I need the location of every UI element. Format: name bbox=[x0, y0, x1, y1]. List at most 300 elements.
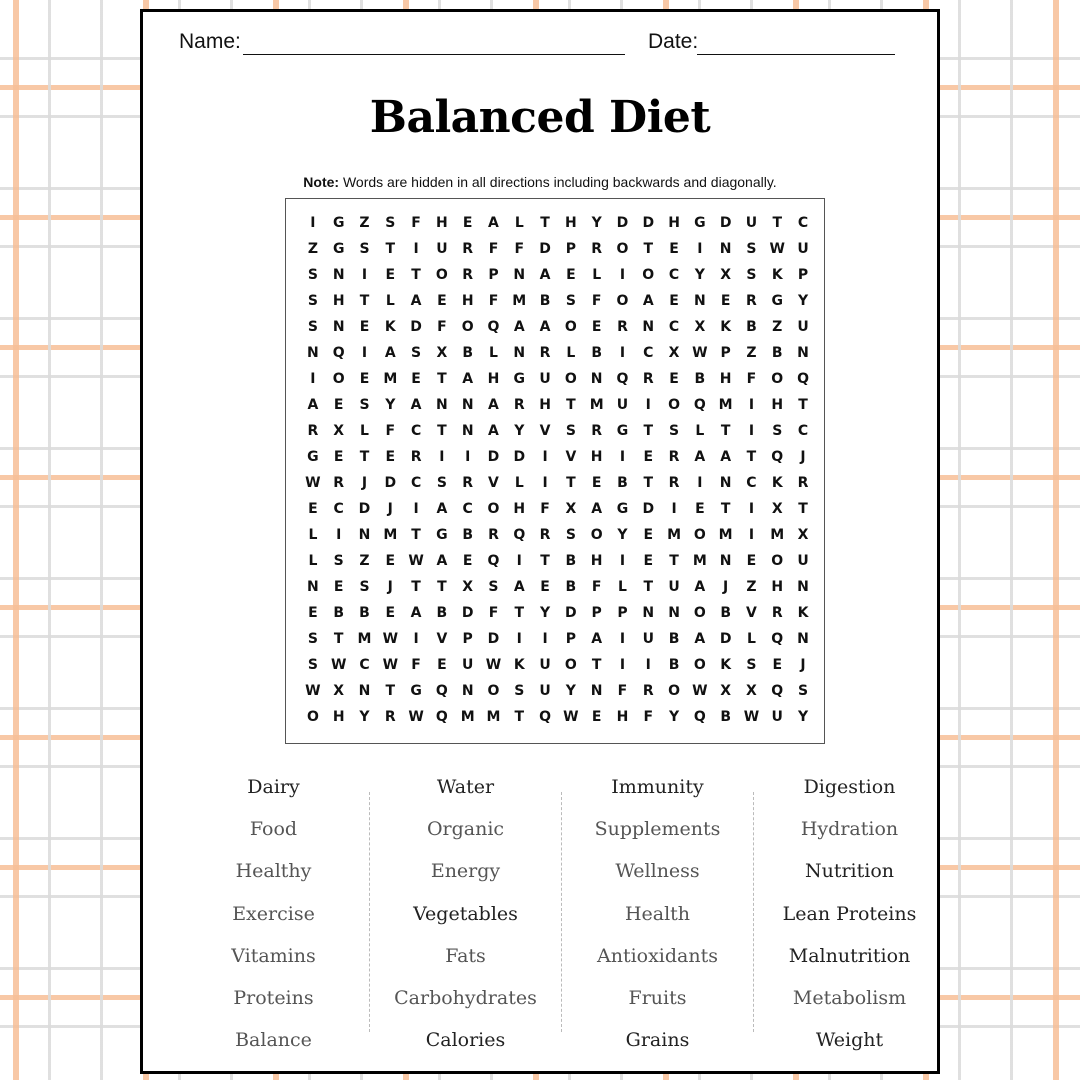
grid-letter[interactable]: U bbox=[771, 709, 783, 725]
grid-letter[interactable]: B bbox=[771, 345, 783, 361]
grid-letter[interactable]: N bbox=[513, 267, 526, 283]
grid-letter[interactable]: T bbox=[437, 371, 447, 387]
grid-letter[interactable]: T bbox=[591, 657, 602, 673]
grid-letter[interactable]: A bbox=[694, 449, 706, 465]
grid-letter[interactable]: I bbox=[645, 657, 651, 673]
grid-letter[interactable]: Y bbox=[514, 423, 525, 439]
grid-letter[interactable]: H bbox=[590, 553, 603, 569]
grid-letter[interactable]: U bbox=[539, 371, 551, 387]
grid-letter[interactable]: R bbox=[307, 423, 319, 439]
grid-letter[interactable]: Y bbox=[797, 709, 809, 725]
grid-letter[interactable]: N bbox=[642, 605, 655, 621]
grid-letter[interactable]: U bbox=[616, 397, 629, 413]
grid-letter[interactable]: F bbox=[617, 683, 628, 699]
grid-letter[interactable]: N bbox=[461, 423, 474, 439]
grid-letter[interactable]: E bbox=[772, 657, 783, 673]
grid-letter[interactable]: L bbox=[385, 293, 395, 309]
grid-letter[interactable]: A bbox=[488, 423, 499, 439]
grid-letter[interactable]: B bbox=[668, 657, 680, 673]
grid-letter[interactable]: D bbox=[487, 631, 500, 647]
grid-letter[interactable]: I bbox=[619, 657, 626, 673]
grid-letter[interactable]: U bbox=[745, 215, 758, 231]
grid-letter[interactable]: I bbox=[516, 553, 522, 569]
grid-letter[interactable]: D bbox=[513, 449, 526, 465]
grid-letter[interactable]: U bbox=[436, 241, 448, 257]
grid-letter[interactable]: B bbox=[565, 579, 577, 595]
grid-letter[interactable]: T bbox=[643, 423, 654, 439]
grid-letter[interactable]: P bbox=[797, 267, 809, 283]
grid-letter[interactable]: S bbox=[307, 267, 318, 283]
grid-letter[interactable]: I bbox=[748, 423, 755, 439]
grid-letter[interactable]: Y bbox=[385, 397, 396, 413]
grid-letter[interactable]: E bbox=[308, 501, 318, 517]
grid-letter[interactable]: P bbox=[565, 631, 576, 647]
grid-letter[interactable]: I bbox=[619, 553, 626, 569]
grid-letter[interactable]: Z bbox=[772, 319, 783, 335]
grid-letter[interactable]: B bbox=[694, 371, 706, 387]
grid-letter[interactable]: V bbox=[539, 423, 551, 439]
grid-letter[interactable]: L bbox=[360, 423, 369, 439]
grid-letter[interactable]: V bbox=[565, 449, 577, 465]
grid-letter[interactable]: H bbox=[771, 579, 784, 595]
grid-letter[interactable]: L bbox=[489, 345, 498, 361]
name-field-line[interactable] bbox=[243, 54, 625, 55]
grid-letter[interactable]: M bbox=[512, 293, 527, 309]
grid-letter[interactable]: C bbox=[668, 319, 680, 335]
grid-letter[interactable]: G bbox=[332, 241, 345, 257]
grid-letter[interactable]: A bbox=[694, 579, 706, 595]
grid-letter[interactable]: E bbox=[437, 293, 447, 309]
grid-letter[interactable]: I bbox=[748, 397, 755, 413]
grid-letter[interactable]: U bbox=[797, 319, 809, 335]
grid-letter[interactable]: A bbox=[642, 293, 654, 309]
grid-letter[interactable]: E bbox=[643, 449, 654, 465]
grid-letter[interactable]: Z bbox=[359, 553, 370, 569]
grid-letter[interactable]: I bbox=[619, 345, 626, 361]
grid-letter[interactable]: T bbox=[540, 215, 550, 231]
grid-letter[interactable]: L bbox=[514, 475, 524, 491]
grid-letter[interactable]: Q bbox=[435, 709, 448, 725]
grid-letter[interactable]: G bbox=[307, 449, 319, 465]
grid-letter[interactable]: D bbox=[384, 475, 397, 491]
grid-letter[interactable]: Y bbox=[591, 215, 602, 231]
grid-letter[interactable]: E bbox=[462, 215, 473, 231]
grid-letter[interactable]: A bbox=[410, 293, 422, 309]
grid-letter[interactable]: B bbox=[333, 605, 345, 621]
grid-letter[interactable]: R bbox=[771, 605, 783, 621]
grid-letter[interactable]: U bbox=[539, 657, 551, 673]
grid-letter[interactable]: I bbox=[439, 449, 445, 465]
grid-letter[interactable]: I bbox=[310, 371, 316, 387]
grid-letter[interactable]: H bbox=[332, 709, 345, 725]
grid-letter[interactable]: D bbox=[410, 319, 422, 335]
grid-letter[interactable]: A bbox=[720, 449, 732, 465]
grid-letter[interactable]: A bbox=[513, 579, 525, 595]
grid-letter[interactable]: T bbox=[772, 215, 783, 231]
grid-letter[interactable]: G bbox=[332, 215, 345, 231]
grid-letter[interactable]: A bbox=[384, 345, 396, 361]
grid-letter[interactable]: W bbox=[692, 683, 708, 699]
grid-letter[interactable]: F bbox=[746, 371, 757, 387]
grid-letter[interactable]: O bbox=[564, 371, 577, 387]
grid-letter[interactable]: X bbox=[668, 345, 680, 361]
grid-letter[interactable]: G bbox=[616, 423, 629, 439]
grid-letter[interactable]: Z bbox=[746, 345, 757, 361]
grid-letter[interactable]: M bbox=[357, 631, 372, 647]
grid-letter[interactable]: Y bbox=[540, 605, 551, 621]
grid-letter[interactable]: J bbox=[800, 657, 806, 673]
grid-letter[interactable]: Q bbox=[487, 319, 500, 335]
grid-letter[interactable]: X bbox=[462, 579, 474, 595]
grid-letter[interactable]: W bbox=[382, 631, 399, 647]
grid-letter[interactable]: F bbox=[437, 319, 447, 335]
grid-letter[interactable]: D bbox=[487, 449, 500, 465]
grid-letter[interactable]: E bbox=[643, 553, 654, 569]
grid-letter[interactable]: N bbox=[358, 683, 371, 699]
grid-letter[interactable]: E bbox=[333, 449, 344, 465]
grid-letter[interactable]: E bbox=[591, 709, 602, 725]
grid-letter[interactable]: K bbox=[720, 319, 732, 335]
grid-letter[interactable]: R bbox=[384, 709, 396, 725]
grid-letter[interactable]: N bbox=[693, 293, 706, 309]
grid-letter[interactable]: F bbox=[488, 241, 499, 257]
grid-letter[interactable]: R bbox=[333, 475, 345, 491]
grid-letter[interactable]: W bbox=[563, 709, 579, 725]
grid-letter[interactable]: F bbox=[643, 709, 654, 725]
grid-letter[interactable]: E bbox=[591, 475, 602, 491]
grid-letter[interactable]: Q bbox=[771, 631, 784, 647]
grid-letter[interactable]: E bbox=[385, 267, 396, 283]
grid-letter[interactable]: B bbox=[436, 605, 448, 621]
grid-letter[interactable]: T bbox=[411, 579, 421, 595]
grid-letter[interactable]: S bbox=[565, 527, 576, 543]
grid-letter[interactable]: E bbox=[359, 319, 370, 335]
grid-letter[interactable]: I bbox=[542, 449, 548, 465]
grid-letter[interactable]: S bbox=[307, 293, 318, 309]
grid-letter[interactable]: H bbox=[461, 293, 474, 309]
grid-letter[interactable]: C bbox=[797, 423, 809, 439]
grid-letter[interactable]: E bbox=[437, 657, 447, 673]
grid-letter[interactable]: B bbox=[539, 293, 551, 309]
grid-letter[interactable]: A bbox=[591, 631, 603, 647]
grid-letter[interactable]: B bbox=[591, 345, 602, 361]
grid-letter[interactable]: I bbox=[748, 501, 755, 517]
grid-letter[interactable]: H bbox=[487, 371, 500, 387]
grid-letter[interactable]: A bbox=[513, 319, 525, 335]
grid-letter[interactable]: M bbox=[383, 527, 398, 543]
grid-letter[interactable]: R bbox=[539, 527, 551, 543]
grid-letter[interactable]: Q bbox=[616, 371, 629, 387]
grid-letter[interactable]: O bbox=[435, 267, 448, 283]
grid-letter[interactable]: E bbox=[643, 527, 654, 543]
grid-letter[interactable]: E bbox=[385, 605, 396, 621]
grid-letter[interactable]: O bbox=[564, 657, 577, 673]
grid-letter[interactable]: N bbox=[461, 683, 474, 699]
grid-letter[interactable]: N bbox=[719, 553, 732, 569]
grid-letter[interactable]: O bbox=[487, 501, 500, 517]
grid-letter[interactable]: R bbox=[513, 397, 525, 413]
grid-letter[interactable]: L bbox=[308, 527, 318, 543]
grid-letter[interactable]: S bbox=[746, 657, 757, 673]
grid-letter[interactable]: O bbox=[590, 527, 603, 543]
grid-letter[interactable]: T bbox=[514, 605, 525, 621]
grid-letter[interactable]: U bbox=[539, 683, 551, 699]
grid-letter[interactable]: Q bbox=[332, 345, 345, 361]
grid-letter[interactable]: X bbox=[720, 267, 732, 283]
grid-letter[interactable]: Q bbox=[797, 371, 809, 387]
grid-letter[interactable]: O bbox=[693, 527, 706, 543]
grid-letter[interactable]: J bbox=[800, 449, 806, 465]
grid-letter[interactable]: N bbox=[513, 345, 526, 361]
grid-letter[interactable]: T bbox=[720, 423, 731, 439]
grid-letter[interactable]: X bbox=[565, 501, 577, 517]
grid-letter[interactable]: D bbox=[642, 501, 655, 517]
grid-letter[interactable]: K bbox=[720, 657, 732, 673]
grid-letter[interactable]: I bbox=[542, 475, 548, 491]
grid-letter[interactable]: W bbox=[769, 241, 785, 257]
grid-letter[interactable]: P bbox=[591, 605, 602, 621]
grid-letter[interactable]: Y bbox=[797, 293, 809, 309]
grid-letter[interactable]: T bbox=[643, 241, 654, 257]
grid-letter[interactable]: N bbox=[590, 371, 603, 387]
grid-letter[interactable]: W bbox=[743, 709, 760, 725]
grid-letter[interactable]: N bbox=[590, 683, 603, 699]
grid-letter[interactable]: T bbox=[669, 553, 679, 569]
grid-letter[interactable]: S bbox=[359, 579, 370, 595]
grid-letter[interactable]: R bbox=[617, 319, 628, 335]
grid-letter[interactable]: I bbox=[619, 449, 626, 465]
grid-letter[interactable]: L bbox=[566, 345, 576, 361]
grid-letter[interactable]: D bbox=[719, 631, 732, 647]
grid-letter[interactable]: P bbox=[462, 631, 473, 647]
grid-letter[interactable]: X bbox=[333, 683, 345, 699]
grid-letter[interactable]: S bbox=[565, 423, 576, 439]
grid-letter[interactable]: Q bbox=[771, 449, 784, 465]
grid-letter[interactable]: L bbox=[308, 553, 318, 569]
grid-letter[interactable]: D bbox=[642, 215, 655, 231]
grid-letter[interactable]: F bbox=[411, 215, 421, 231]
grid-letter[interactable]: A bbox=[410, 397, 422, 413]
grid-letter[interactable]: T bbox=[385, 683, 396, 699]
grid-letter[interactable]: M bbox=[486, 709, 501, 725]
grid-letter[interactable]: X bbox=[694, 319, 706, 335]
grid-letter[interactable]: C bbox=[462, 501, 473, 517]
grid-letter[interactable]: H bbox=[513, 501, 526, 517]
grid-letter[interactable]: H bbox=[719, 371, 732, 387]
grid-letter[interactable]: S bbox=[307, 657, 318, 673]
grid-letter[interactable]: T bbox=[798, 501, 808, 517]
grid-letter[interactable]: N bbox=[358, 527, 371, 543]
grid-letter[interactable]: N bbox=[719, 241, 732, 257]
grid-letter[interactable]: E bbox=[540, 579, 550, 595]
grid-letter[interactable]: Q bbox=[539, 709, 552, 725]
grid-letter[interactable]: L bbox=[592, 267, 602, 283]
grid-letter[interactable]: H bbox=[436, 215, 448, 231]
grid-letter[interactable]: T bbox=[437, 423, 447, 439]
grid-letter[interactable]: R bbox=[668, 475, 680, 491]
grid-letter[interactable]: S bbox=[797, 683, 809, 699]
grid-letter[interactable]: E bbox=[462, 553, 473, 569]
grid-letter[interactable]: Y bbox=[565, 683, 576, 699]
grid-letter[interactable]: V bbox=[746, 605, 757, 621]
grid-letter[interactable]: E bbox=[385, 553, 396, 569]
grid-letter[interactable]: O bbox=[668, 397, 680, 413]
grid-letter[interactable]: E bbox=[385, 449, 396, 465]
grid-letter[interactable]: I bbox=[413, 241, 419, 257]
grid-letter[interactable]: F bbox=[514, 241, 525, 257]
grid-letter[interactable]: A bbox=[410, 605, 422, 621]
grid-letter[interactable]: N bbox=[719, 475, 732, 491]
grid-letter[interactable]: M bbox=[667, 527, 682, 543]
grid-letter[interactable]: M bbox=[718, 527, 733, 543]
grid-letter[interactable]: B bbox=[746, 319, 757, 335]
grid-letter[interactable]: H bbox=[332, 293, 345, 309]
grid-letter[interactable]: N bbox=[332, 267, 345, 283]
grid-letter[interactable]: O bbox=[564, 319, 577, 335]
grid-letter[interactable]: I bbox=[619, 267, 626, 283]
grid-letter[interactable]: N bbox=[307, 579, 319, 595]
grid-letter[interactable]: A bbox=[488, 215, 499, 231]
grid-letter[interactable]: S bbox=[333, 553, 344, 569]
grid-letter[interactable]: M bbox=[692, 553, 707, 569]
grid-letter[interactable]: K bbox=[771, 475, 783, 491]
grid-letter[interactable]: W bbox=[692, 345, 708, 361]
grid-letter[interactable]: T bbox=[540, 553, 550, 569]
grid-letter[interactable]: Q bbox=[487, 553, 500, 569]
grid-letter[interactable]: A bbox=[539, 267, 551, 283]
grid-letter[interactable]: T bbox=[643, 579, 654, 595]
grid-letter[interactable]: S bbox=[746, 241, 757, 257]
grid-letter[interactable]: I bbox=[748, 527, 755, 543]
grid-letter[interactable]: O bbox=[616, 241, 629, 257]
grid-letter[interactable]: I bbox=[361, 345, 368, 361]
grid-letter[interactable]: Q bbox=[693, 709, 706, 725]
grid-letter[interactable]: B bbox=[565, 553, 577, 569]
grid-letter[interactable]: G bbox=[694, 215, 706, 231]
grid-letter[interactable]: J bbox=[723, 579, 729, 595]
grid-letter[interactable]: I bbox=[542, 631, 548, 647]
grid-letter[interactable]: R bbox=[462, 241, 474, 257]
grid-letter[interactable]: N bbox=[797, 631, 809, 647]
grid-letter[interactable]: C bbox=[410, 423, 422, 439]
grid-letter[interactable]: D bbox=[539, 241, 551, 257]
grid-letter[interactable]: T bbox=[333, 631, 344, 647]
grid-letter[interactable]: G bbox=[616, 501, 629, 517]
grid-letter[interactable]: T bbox=[359, 449, 370, 465]
grid-letter[interactable]: B bbox=[359, 605, 370, 621]
grid-letter[interactable]: S bbox=[772, 423, 783, 439]
grid-letter[interactable]: G bbox=[513, 371, 526, 387]
grid-letter[interactable]: S bbox=[488, 579, 499, 595]
grid-letter[interactable]: S bbox=[385, 215, 396, 231]
grid-letter[interactable]: T bbox=[643, 475, 654, 491]
grid-letter[interactable]: R bbox=[591, 241, 603, 257]
grid-letter[interactable]: W bbox=[408, 709, 424, 725]
grid-letter[interactable]: A bbox=[436, 553, 448, 569]
grid-letter[interactable]: P bbox=[617, 605, 628, 621]
grid-letter[interactable]: L bbox=[514, 215, 524, 231]
grid-letter[interactable]: I bbox=[413, 501, 419, 517]
grid-letter[interactable]: J bbox=[387, 501, 393, 517]
grid-letter[interactable]: R bbox=[462, 267, 474, 283]
grid-letter[interactable]: B bbox=[720, 709, 731, 725]
grid-letter[interactable]: E bbox=[695, 501, 705, 517]
grid-letter[interactable]: I bbox=[619, 631, 626, 647]
grid-letter[interactable]: X bbox=[333, 423, 345, 439]
grid-letter[interactable]: W bbox=[408, 553, 424, 569]
grid-letter[interactable]: E bbox=[333, 579, 344, 595]
grid-letter[interactable]: A bbox=[694, 631, 706, 647]
grid-letter[interactable]: A bbox=[591, 501, 603, 517]
grid-letter[interactable]: S bbox=[307, 631, 318, 647]
grid-letter[interactable]: K bbox=[513, 657, 525, 673]
grid-letter[interactable]: S bbox=[359, 397, 370, 413]
grid-letter[interactable]: T bbox=[720, 501, 731, 517]
grid-letter[interactable]: C bbox=[643, 345, 654, 361]
grid-letter[interactable]: M bbox=[770, 527, 785, 543]
grid-letter[interactable]: N bbox=[642, 319, 655, 335]
grid-letter[interactable]: I bbox=[671, 501, 677, 517]
grid-letter[interactable]: R bbox=[462, 475, 474, 491]
grid-letter[interactable]: S bbox=[565, 293, 576, 309]
grid-letter[interactable]: T bbox=[798, 397, 808, 413]
grid-letter[interactable]: T bbox=[746, 449, 757, 465]
grid-letter[interactable]: V bbox=[488, 475, 499, 491]
grid-letter[interactable]: W bbox=[305, 475, 321, 491]
grid-letter[interactable]: O bbox=[616, 293, 629, 309]
grid-letter[interactable]: H bbox=[771, 397, 784, 413]
grid-letter[interactable]: B bbox=[462, 345, 474, 361]
grid-letter[interactable]: E bbox=[411, 371, 421, 387]
grid-letter[interactable]: D bbox=[461, 605, 474, 621]
grid-letter[interactable]: X bbox=[746, 683, 757, 699]
grid-letter[interactable]: P bbox=[488, 267, 499, 283]
grid-letter[interactable]: O bbox=[642, 267, 655, 283]
grid-letter[interactable]: M bbox=[460, 709, 475, 725]
grid-letter[interactable]: J bbox=[361, 475, 368, 491]
grid-letter[interactable]: A bbox=[488, 397, 499, 413]
grid-letter[interactable]: C bbox=[746, 475, 757, 491]
grid-letter[interactable]: I bbox=[465, 449, 471, 465]
grid-letter[interactable]: B bbox=[668, 631, 680, 647]
grid-letter[interactable]: C bbox=[359, 657, 370, 673]
grid-letter[interactable]: K bbox=[384, 319, 396, 335]
grid-letter[interactable]: R bbox=[746, 293, 757, 309]
grid-letter[interactable]: O bbox=[771, 553, 784, 569]
grid-letter[interactable]: E bbox=[359, 371, 370, 387]
grid-letter[interactable]: R bbox=[797, 475, 809, 491]
grid-letter[interactable]: U bbox=[797, 553, 809, 569]
grid-letter[interactable]: T bbox=[514, 709, 525, 725]
grid-letter[interactable]: I bbox=[413, 631, 419, 647]
grid-letter[interactable]: L bbox=[695, 423, 705, 439]
grid-letter[interactable]: L bbox=[618, 579, 627, 595]
grid-letter[interactable]: K bbox=[771, 267, 783, 283]
grid-letter[interactable]: X bbox=[797, 527, 809, 543]
grid-letter[interactable]: A bbox=[462, 371, 474, 387]
grid-letter[interactable]: Q bbox=[771, 683, 784, 699]
grid-letter[interactable]: U bbox=[642, 631, 654, 647]
grid-letter[interactable]: O bbox=[693, 605, 706, 621]
grid-letter[interactable]: X bbox=[436, 345, 448, 361]
grid-letter[interactable]: F bbox=[385, 423, 396, 439]
grid-letter[interactable]: S bbox=[411, 345, 422, 361]
grid-letter[interactable]: E bbox=[669, 371, 679, 387]
grid-letter[interactable]: L bbox=[746, 631, 756, 647]
grid-letter[interactable]: H bbox=[590, 449, 603, 465]
grid-letter[interactable]: N bbox=[797, 579, 809, 595]
grid-letter[interactable]: N bbox=[668, 605, 680, 621]
